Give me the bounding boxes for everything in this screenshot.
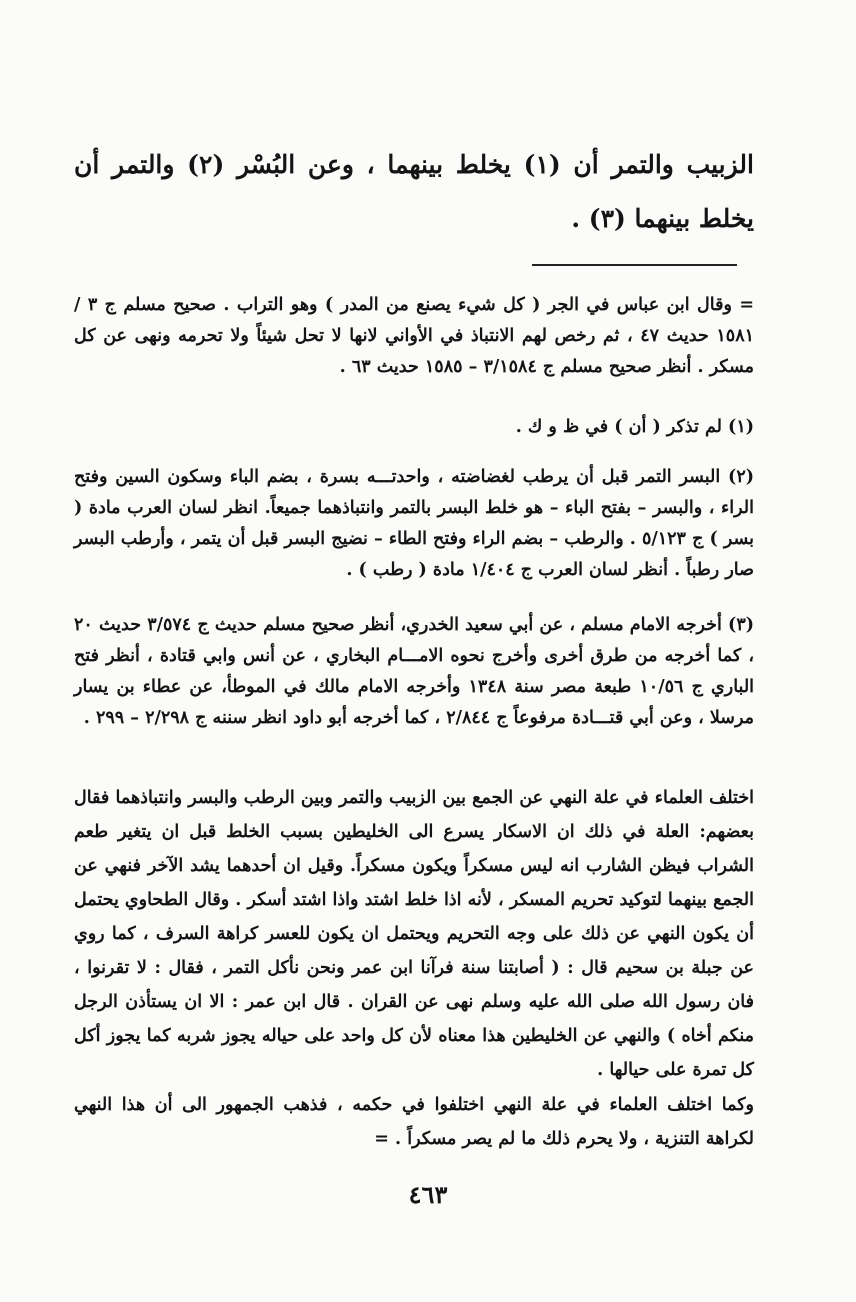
- footnote-separator: [532, 264, 737, 266]
- footnote-1-text: (١) لم تذكر ( أن ) في ظ و ك .: [515, 417, 754, 437]
- footnote-3-text: (٣) أخرجه الامام مسلم ، عن أبي سعيد الخدري، أنظر صحيح مسلم حديث ج ٣/٥٧٤ حديث ٢٠ ، كما أخرجه من طرق أخرى وأخرج نحوه الامـــام البخاري ، عن أنس وابي قتادة ، أنظر فتح الباري ج ١٠/٥٦ طبعة مصر سنة ١٣٤٨ وأخرجه الامام مالك في الموطأ، عن عطاء بن يسار مرسلا ، وعن أبي قتـــادة مرفوعاً ج ٢/٨٤٤ ، كما أخرجه أبو داود انظر سننه ج ٢/٢٩٨ – ٢٩٩ .: [74, 615, 755, 728]
- footnote-continued: [74, 290, 754, 383]
- commentary-paragraph-2-text: وكما اختلف العلماء في علة النهي اختلفوا في حكمه ، فذهب الجمهور الى أن هذا النهي لكراهة التنزية ، ولا يحرم ذلك ما لم يصر مسكراً . =: [74, 1095, 754, 1149]
- footnote-2-text: (٢) البسر التمر قبل أن يرطب لغضاضته ، واحدتـــه بسرة ، بضم الباء وسكون السين وفتح الراء ، والبسر – بفتح الباء – هو خلط البسر بالتمر وانتباذهما جميعاً. انظر لسان العرب مادة ( بسر ) ج ٥/١٢٣ . والرطب – بضم الراء وفتح الطاء – نضيج البسر قبل أن يتمر ، وأرطب البسر صار رطباً . أنظر لسان العرب ج ١/٤٠٤ مادة ( رطب ) .: [74, 467, 754, 580]
- main-text: الزبيب والتمر أن (١) يخلط بينهما ، وعن البُسْر (٢) والتمر أن يخلط بينهما (٣) .: [74, 150, 754, 233]
- commentary-paragraph-2: [74, 1088, 754, 1156]
- footnote-2: [74, 462, 754, 586]
- page-number: ٤٦٣: [408, 1180, 448, 1209]
- footnote-1: [74, 412, 754, 443]
- commentary-paragraph-1-text: اختلف العلماء في علة النهي عن الجمع بين الزبيب والتمر وبين الرطب والبسر وانتباذهما فقال بعضهم: العلة في ذلك ان الاسكار يسرع الى الخليطين بسبب الخلط قبل ان يتغير طعم الشراب فيظن الشارب انه ليس مسكراً ويكون مسكراً. وقيل ان أحدهما يشد الآخر فنهي عن الجمع بينهما لتوكيد تحريم المسكر ، لأنه اذا خلط اشتد واذا اشتد أسكر . وقال الطحاوي يحتمل أن يكون النهي عن ذلك على وجه التحريم ويحتمل ان يكون للعسر كراهة السرف ، كما روي عن جبلة بن سحيم قال : ( أصابتنا سنة فرآنا ابن عمر ونحن نأكل التمر ، فقال : لا تقرنوا ، فان رسول الله صلى الله عليه وسلم نهى عن القران . قال ابن عمر : الا ان يستأذن الرجل منكم أخاه ) والنهي عن الخليطين هذا معناه لأن كل واحد على حياله يجوز شربه كما يجوز أكل كل تمرة على حيالها .: [74, 788, 754, 1080]
- footnote-continued-text: = وقال ابن عباس في الجر ( كل شيء يصنع من المدر ) وهو التراب . صحيح مسلم ج ٣ / ١٥٨١ حديث ٤٧ ، ثم رخص لهم الانتباذ في الأواني لانها لا تحل شيئاً ولا تحرمه ونهى عن كل مسكر . أنظر صحيح مسلم ج ٣/١٥٨٤ – ١٥٨٥ حديث ٦٣ .: [74, 295, 755, 377]
- footnote-3: [74, 610, 754, 734]
- commentary-paragraph-1: [74, 781, 754, 1087]
